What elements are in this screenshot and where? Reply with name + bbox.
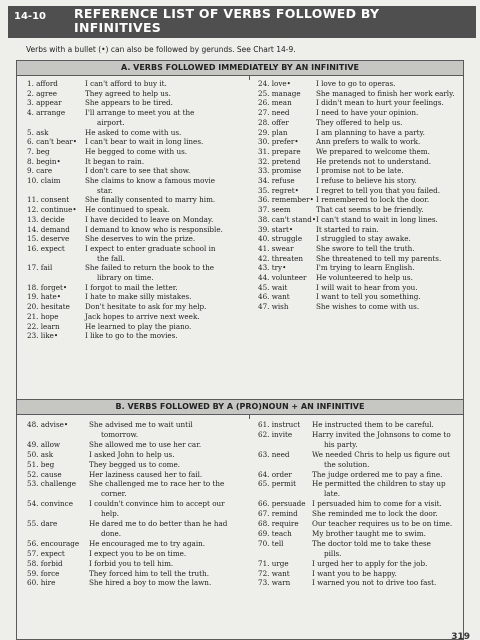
chart-number: 14-10 (14, 11, 46, 22)
example-sentence: I remembered to lock the door. (316, 195, 430, 205)
example-sentence: The judge ordered me to pay a fine. (312, 469, 443, 479)
verb-label: 63. need (258, 449, 290, 459)
example-sentence: I forbid you to tell him. (89, 558, 174, 568)
example-sentence: He pretends not to understand. (316, 156, 431, 166)
verb-label: 59. force (27, 568, 60, 578)
verb-label: 62. invite (258, 429, 293, 439)
example-sentence: We prepared to welcome them. (316, 146, 430, 156)
verb-label: 28. offer (258, 117, 289, 127)
example-sentence: They agreed to help us. (85, 88, 171, 98)
example-sentence: He dared me to do better than he had (89, 519, 228, 528)
example-sentence: My brother taught me to swim. (312, 528, 426, 538)
verb-label: 68. require (258, 519, 299, 528)
example-sentence: She advised me to wait until (89, 420, 193, 429)
verb-label: 4. arrange (27, 108, 66, 118)
verb-label: 46. want (258, 292, 290, 302)
verb-label: 15. deserve (27, 234, 70, 244)
verb-label: 10. claim (27, 176, 61, 185)
verb-label: 49. allow (27, 439, 61, 449)
verb-label: 40. struggle (258, 234, 303, 244)
example-sentence: library on time. (97, 272, 154, 282)
verb-label: 18. forget• (27, 282, 68, 292)
example-sentence: I am planning to have a party. (316, 127, 425, 137)
column-divider (249, 415, 250, 419)
verb-row (27, 108, 247, 127)
example-sentence: I can't bear to wait in long lines. (85, 137, 204, 147)
verb-label: 61. instruct (258, 420, 301, 429)
example-sentence: I didn't mean to hurt your feelings. (316, 98, 444, 108)
example-sentence: He permitted the children to stay up (312, 479, 446, 489)
verb-label: 34. refuse (258, 176, 295, 185)
verb-label: 13. decide (27, 214, 65, 224)
verb-row (27, 499, 247, 519)
verb-label: 26. mean (258, 98, 292, 108)
example-sentence: She swore to tell the truth. (316, 243, 415, 253)
example-sentence: Our teacher requires us to be on time. (312, 519, 453, 528)
example-sentence: He continued to speak. (85, 205, 170, 215)
example-sentence: late. (324, 489, 341, 499)
example-sentence: the solution. (324, 459, 370, 469)
example-sentence: He encouraged me to try again. (89, 538, 206, 548)
example-sentence: star. (97, 185, 113, 195)
verb-label: 19. hate• (27, 292, 62, 302)
verb-label: 27. need (258, 108, 290, 118)
example-sentence: I expect to enter graduate school in (85, 243, 216, 253)
example-sentence: She hired a boy to mow the lawn. (89, 578, 212, 588)
verb-label: 16. expect (27, 243, 65, 253)
verb-label: 53. challenge (27, 479, 76, 489)
example-sentence: I warned you not to drive too fast. (312, 578, 437, 588)
example-sentence: We needed Chris to help us figure out (312, 449, 451, 459)
bullet-note: Verbs with a bullet (•) can also be followed by gerunds. See Chart 14-9. (26, 45, 296, 54)
verb-row (258, 579, 478, 589)
verb-row (258, 303, 478, 313)
chart-title-bar (8, 6, 476, 38)
example-sentence: I struggled to stay awake. (316, 234, 411, 244)
verb-label: 55. dare (27, 519, 58, 528)
verb-label: 23. like• (27, 331, 59, 341)
section-b-heading: B. VERBS FOLLOWED BY A (PRO)NOUN + AN INFINITIVE (17, 400, 463, 415)
verb-label: 57. expect (27, 548, 65, 558)
example-sentence: tomorrow. (101, 429, 139, 439)
verb-label: 2. agree (27, 88, 57, 98)
example-sentence: She claims to know a famous movie (85, 176, 216, 185)
page-number: 319 (451, 632, 470, 640)
example-sentence: She managed to finish her work early. (316, 88, 455, 98)
example-sentence: I need to have your opinion. (316, 108, 419, 118)
verb-label: 3. appear (27, 98, 62, 108)
verb-label: 31. prepare (258, 146, 301, 156)
verb-row (27, 176, 247, 195)
verb-label: 6. can't bear• (27, 137, 78, 147)
verb-label: 37. seem (258, 205, 291, 215)
verb-label: 47. wish (258, 302, 289, 312)
verb-row (258, 479, 478, 499)
example-sentence: Her laziness caused her to fail. (89, 469, 203, 479)
example-sentence: I asked John to help us. (89, 449, 175, 459)
example-sentence: He instructed them to be careful. (312, 420, 434, 429)
section-a-table (16, 60, 464, 400)
example-sentence: He learned to play the piano. (85, 321, 192, 331)
verb-label: 9. care (27, 166, 53, 176)
section-b-table (16, 399, 464, 640)
verb-label: 69. teach (258, 528, 292, 538)
verb-row (27, 420, 247, 439)
verb-label: 45. wait (258, 282, 288, 292)
example-sentence: She reminded me to lock the door. (312, 509, 438, 519)
column-divider (249, 76, 250, 80)
example-sentence: Harry invited the Johnsons to come to (312, 429, 451, 439)
verb-label: 12. continue• (27, 205, 77, 215)
example-sentence: I persuaded him to come for a visit. (312, 499, 442, 509)
example-sentence: She threatened to tell my parents. (316, 253, 442, 263)
verb-label: 14. demand (27, 224, 70, 234)
example-sentence: I urged her to apply for the job. (312, 558, 428, 568)
verb-label: 38. can't stand• (258, 214, 317, 224)
example-sentence: I couldn't convince him to accept our (89, 499, 225, 509)
verb-label: 51. beg (27, 459, 55, 469)
example-sentence: I want to tell you something. (316, 292, 421, 302)
section-a-heading: A. VERBS FOLLOWED IMMEDIATELY BY AN INFINITIVE (17, 61, 463, 76)
example-sentence: I don't care to see that show. (85, 166, 191, 176)
example-sentence: He begged to come with us. (85, 146, 188, 156)
verb-label: 43. try• (258, 263, 287, 273)
verb-label: 50. ask (27, 449, 54, 459)
example-sentence: She appears to be tired. (85, 98, 173, 108)
verb-label: 5. ask (27, 127, 49, 137)
example-sentence: I want you to be happy. (312, 568, 397, 578)
example-sentence: She deserves to win the prize. (85, 234, 196, 244)
example-sentence: Jack hopes to arrive next week. (85, 311, 200, 321)
verb-label: 30. prefer• (258, 137, 299, 147)
verb-row (27, 579, 247, 589)
verb-label: 17. fail (27, 263, 53, 273)
verb-label: 20. hesitate (27, 302, 70, 312)
example-sentence: I regret to tell you that you failed. (316, 185, 441, 195)
example-sentence: They forced him to tell the truth. (89, 568, 209, 578)
example-sentence: I forgot to mail the letter. (85, 282, 178, 292)
example-sentence: She challenged me to race her to the (89, 479, 225, 489)
verb-label: 56. encourage (27, 538, 80, 548)
verb-label: 64. order (258, 469, 292, 479)
example-sentence: done. (101, 528, 122, 538)
example-sentence: I expect you to be on time. (89, 548, 187, 558)
verb-label: 42. threaten (258, 253, 303, 263)
example-sentence: Ann prefers to walk to work. (316, 137, 421, 147)
verb-label: 22. learn (27, 321, 60, 331)
verb-label: 21. hope (27, 311, 59, 321)
example-sentence: She wishes to come with us. (316, 302, 420, 312)
verb-row (27, 519, 247, 538)
example-sentence: They offered to help us. (316, 117, 403, 127)
example-sentence: airport. (97, 117, 125, 127)
chart-title: REFERENCE LIST OF VERBS FOLLOWED BY INFINITIVES (74, 6, 380, 35)
example-sentence: pills. (324, 548, 342, 558)
verb-row (258, 449, 478, 469)
example-sentence: Don't hesitate to ask for my help. (85, 302, 207, 312)
verb-label: 48. advise• (27, 420, 69, 429)
example-sentence: I'm trying to learn English. (316, 263, 415, 273)
verb-label: 24. love• (258, 79, 291, 88)
verb-label: 33. promise (258, 166, 302, 176)
example-sentence: It began to rain. (85, 156, 145, 166)
verb-row (27, 243, 247, 263)
verb-label: 8. begin• (27, 156, 61, 166)
verb-row (258, 429, 478, 449)
verb-label: 29. plan (258, 127, 288, 137)
example-sentence: She allowed me to use her car. (89, 439, 202, 449)
verb-label: 7. beg (27, 146, 50, 156)
verb-row (27, 332, 247, 342)
verb-label: 66. persuade (258, 499, 306, 509)
verb-label: 70. tell (258, 538, 284, 548)
verb-label: 35. regret• (258, 185, 299, 195)
verb-row (27, 479, 247, 499)
example-sentence: I'll arrange to meet you at the (85, 108, 195, 118)
example-sentence: He asked to come with us. (85, 127, 182, 137)
verb-label: 11. consent (27, 195, 70, 205)
example-sentence: It started to rain. (316, 224, 379, 234)
example-sentence: I like to go to the movies. (85, 331, 178, 341)
verb-label: 54. convince (27, 499, 73, 509)
verb-label: 73. warn (258, 578, 291, 588)
example-sentence: I refuse to believe his story. (316, 176, 417, 185)
example-sentence: That cat seems to be friendly. (316, 205, 424, 215)
verb-label: 25. manage (258, 88, 301, 98)
example-sentence: his party. (324, 439, 358, 449)
verb-label: 32. pretend (258, 156, 301, 166)
example-sentence: I demand to know who is responsible. (85, 224, 223, 234)
example-sentence: He volunteered to help us. (316, 273, 413, 282)
example-sentence: The doctor told me to take these (312, 538, 431, 548)
verb-label: 65. permit (258, 479, 297, 489)
verb-label: 60. hire (27, 578, 56, 588)
example-sentence: She failed to return the book to the (85, 263, 215, 273)
example-sentence: I promise not to be late. (316, 166, 404, 176)
verb-label: 1. afford (27, 79, 58, 88)
example-sentence: I love to go to operas. (316, 79, 396, 88)
verb-label: 44. volunteer (258, 273, 307, 282)
example-sentence: the fall. (97, 253, 125, 263)
verb-label: 39. start• (258, 224, 294, 234)
verb-label: 41. swear (258, 243, 294, 253)
verb-label: 67. remind (258, 509, 298, 519)
example-sentence: corner. (101, 489, 127, 499)
example-sentence: They begged us to come. (89, 459, 181, 469)
example-sentence: I can't stand to wait in long lines. (316, 214, 438, 224)
example-sentence: I hate to make silly mistakes. (85, 292, 192, 302)
verb-row (258, 538, 478, 558)
example-sentence: I have decided to leave on Monday. (85, 214, 214, 224)
example-sentence: I can't afford to buy it. (85, 79, 167, 88)
verb-label: 52. cause (27, 469, 62, 479)
verb-label: 36. remember• (258, 195, 314, 205)
verb-label: 72. want (258, 568, 290, 578)
example-sentence: I will wait to hear from you. (316, 282, 418, 292)
example-sentence: She finally consented to marry him. (85, 195, 216, 205)
example-sentence: help. (101, 509, 120, 519)
verb-label: 71. urge (258, 558, 289, 568)
verb-label: 58. forbid (27, 558, 63, 568)
verb-row (27, 263, 247, 282)
